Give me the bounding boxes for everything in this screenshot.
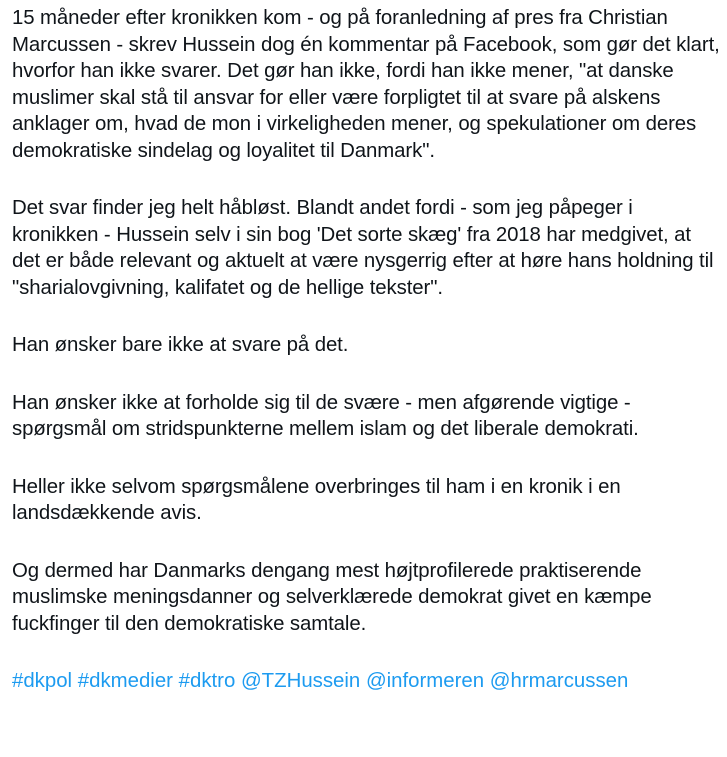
mention-tzhussein-link[interactable]: @TZHussein <box>240 670 361 692</box>
tweet-text <box>12 5 720 695</box>
tweet-tags-line <box>12 668 720 695</box>
hashtag-dkmedier-link[interactable]: #dkmedier <box>77 670 173 692</box>
hashtag-dkpol-link[interactable]: #dkpol <box>12 670 73 692</box>
hashtag-dktro-link[interactable]: #dktro <box>178 670 236 692</box>
mention-hrmarcussen-link[interactable]: @hrmarcussen <box>489 670 629 692</box>
tweet-paragraph-1: 15 måneder efter kronikken kom - og på foranledning af pres fra Christian Marcussen - skrev Hussein dog én kommentar på Facebook, som gør det klart, hvorfor han ikke svarer. Det gør han ikke, fordi han ikke mener, "at danske muslimer skal stå til ansvar for eller være forpligtet til at svare på alskens anklager om, hvad de mon i virkeligheden mener, og spekulationer om deres demokratiske sindelag og loyalitet til Danmark". <box>12 7 720 162</box>
tweet-paragraph-5: Heller ikke selvom spørgsmålene overbringes til ham i en kronik i en landsdækkende avis. <box>12 475 621 524</box>
tweet-paragraph-3: Han ønsker bare ikke at svare på det. <box>12 334 349 356</box>
tweet-paragraph-4: Han ønsker ikke at forholde sig til de svære - men afgørende vigtige - spørgsmål om stridspunkterne mellem islam og det liberale demokrati. <box>12 391 639 440</box>
mention-informeren-link[interactable]: @informeren <box>365 670 485 692</box>
tweet-paragraph-6: Og dermed har Danmarks dengang mest højtprofilerede praktiserende muslimske meningsdanner og selverklærede demokrat givet en kæmpe fuckfinger til den demokratiske samtale. <box>12 559 652 635</box>
tweet-paragraph-2: Det svar finder jeg helt håbløst. Blandt andet fordi - som jeg påpeger i kronikken - Hussein selv i sin bog 'Det sorte skæg' fra 2018 har medgivet, at det er både relevant og aktuelt at være nysgerrig efter at høre hans holdning til "sharialovgivning, kalifatet og de hellige tekster". <box>12 197 714 299</box>
